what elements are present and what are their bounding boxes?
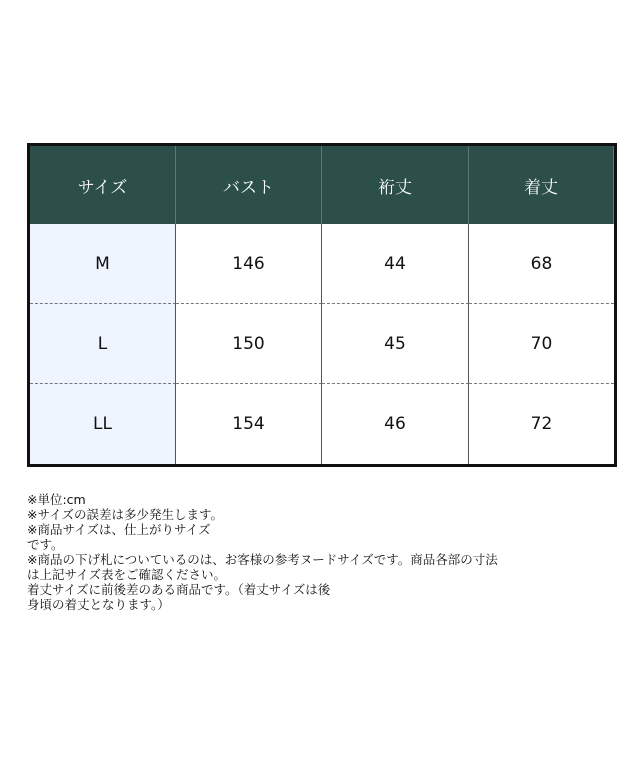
- header-bust: バスト: [176, 146, 322, 224]
- note-line: ※単位:cm: [27, 492, 86, 507]
- size-notes: [27, 492, 617, 612]
- row-l-size: L: [30, 304, 176, 384]
- row-m-size: M: [30, 224, 176, 304]
- row-l-bust: 150: [176, 304, 322, 384]
- header-length: 着丈: [469, 146, 614, 224]
- note-line: 着丈サイズに前後差のある商品です。（着丈サイズは後: [27, 582, 331, 597]
- note-line: ※サイズの誤差は多少発生します。: [27, 507, 223, 522]
- row-m-length: 68: [469, 224, 614, 304]
- note-line: 身頃の着丈となります。）: [27, 597, 170, 612]
- note-line: は上記サイズ表をご確認ください。: [27, 567, 227, 582]
- row-m-bust: 146: [176, 224, 322, 304]
- header-sleeve-length: 裄丈: [322, 146, 469, 224]
- row-ll-length: 72: [469, 384, 614, 464]
- size-table: [27, 143, 617, 467]
- row-m-sleeve: 44: [322, 224, 469, 304]
- note-line: ※商品の下げ札についているのは、お客様の参考ヌードサイズです。商品各部の寸法: [27, 552, 498, 567]
- row-ll-size: LL: [30, 384, 176, 464]
- row-l-sleeve: 45: [322, 304, 469, 384]
- header-size: サイズ: [30, 146, 176, 224]
- note-line: です。: [27, 537, 64, 552]
- note-line: ※商品サイズは、仕上がりサイズ: [27, 522, 211, 537]
- row-ll-sleeve: 46: [322, 384, 469, 464]
- row-ll-bust: 154: [176, 384, 322, 464]
- row-l-length: 70: [469, 304, 614, 384]
